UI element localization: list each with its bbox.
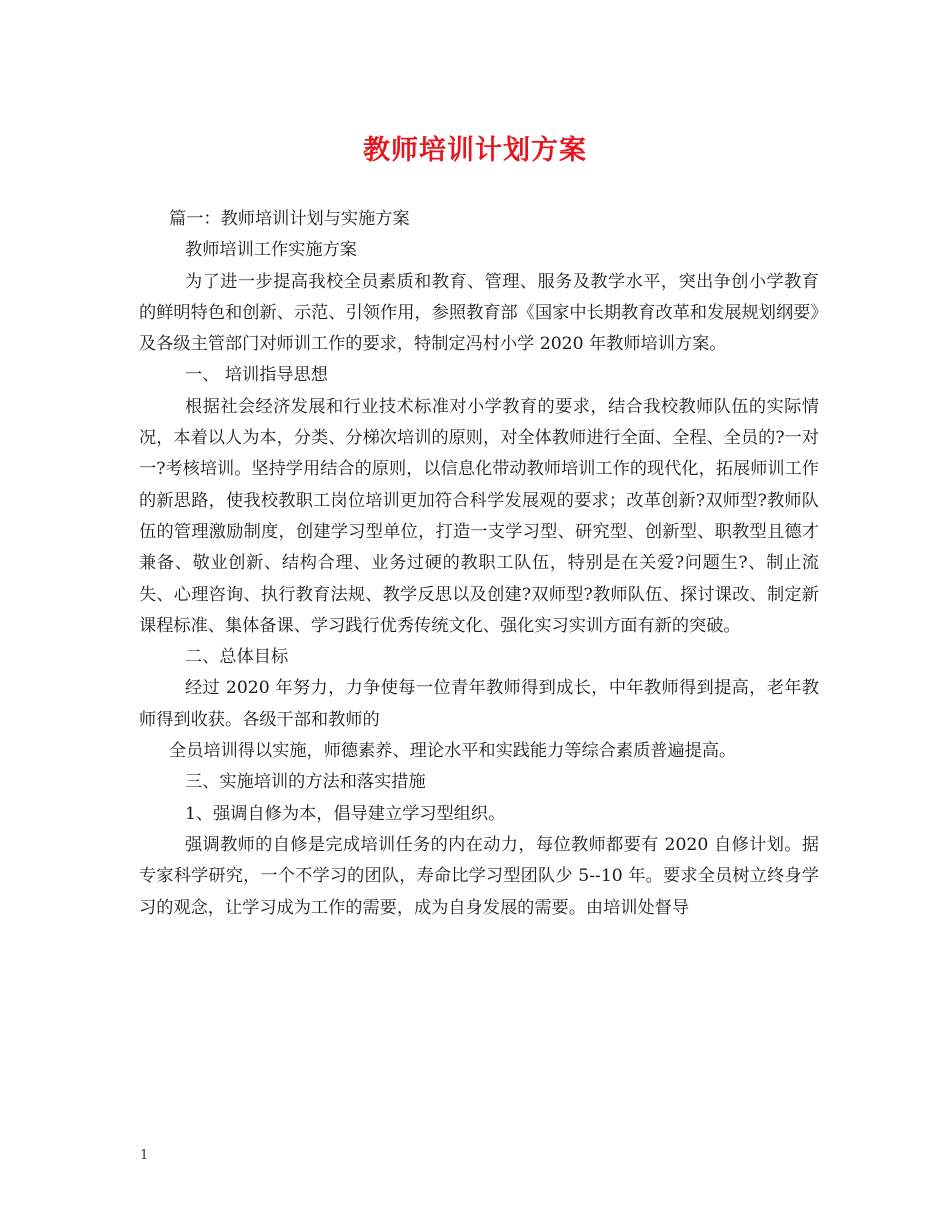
paragraph: 一、 培训指导思想 — [185, 365, 328, 386]
paragraph: 二、总体目标 — [185, 647, 289, 668]
paragraph: 三、实施培训的方法和落实措施 — [185, 772, 426, 793]
document-body — [139, 204, 819, 924]
paragraph: 经过 2020 年努力，力争使每一位青年教师得到成长，中年教师得到提高，老年教师得到收获。各级干部和教师的 — [139, 678, 819, 730]
document-title: 教师培训计划方案 — [363, 135, 587, 166]
paragraph: 根据社会经济发展和行业技术标准对小学教育的要求，结合我校教师队伍的实际情况，本着以人为本，分类、分梯次培训的原则，对全体教师进行全面、全程、全员的?一对一?考核培训。坚持学用结合的原则，以信息化带动教师培训工作的现代化，拓展师训工作的新思路，使我校教职工岗位培训更加符合科学发展观的要求；改革创新?双师型?教师队伍的管理激励制度，创建学习型单位，打造一支学习型、研究型、创新型、职教型且德才兼备、敬业创新、结构合理、业务过硬的教职工队伍，特别是在关爱?问题生?、制止流失、心理咨询、执行教育法规、教学反思以及创建?双师型?教师队伍、探讨课改、制定新课程标准、集体备课、学习践行优秀传统文化、强化实习实训方面有新的突破。 — [139, 396, 819, 636]
paragraph: 为了进一步提高我校全员素质和教育、管理、服务及教学水平，突出争创小学教育的鲜明特色和创新、示范、引领作用，参照教育部《国家中长期教育改革和发展规划纲要》及各级主管部门对师训工作的要求，特制定冯村小学 2020 年教师培训方案。 — [139, 271, 819, 355]
page-number: 1 — [140, 1148, 149, 1163]
paragraph: 教师培训工作实施方案 — [185, 240, 357, 261]
paragraph: 强调教师的自修是完成培训任务的内在动力，每位教师都要有 2020 自修计划。据专家科学研究，一个不学习的团队，寿命比学习型团队少 5--10 年。要求全员树立终身学习的观念，让学习成为工作的需要，成为自身发展的需要。由培训处督导 — [139, 834, 819, 918]
paragraph: 篇一：教师培训计划与实施方案 — [169, 209, 410, 229]
paragraph: 全员培训得以实施，师德素养、理论水平和实践能力等综合素质普遍提高。 — [169, 741, 737, 762]
paragraph: 1、强调自修为本，倡导建立学习型组织。 — [185, 803, 506, 824]
